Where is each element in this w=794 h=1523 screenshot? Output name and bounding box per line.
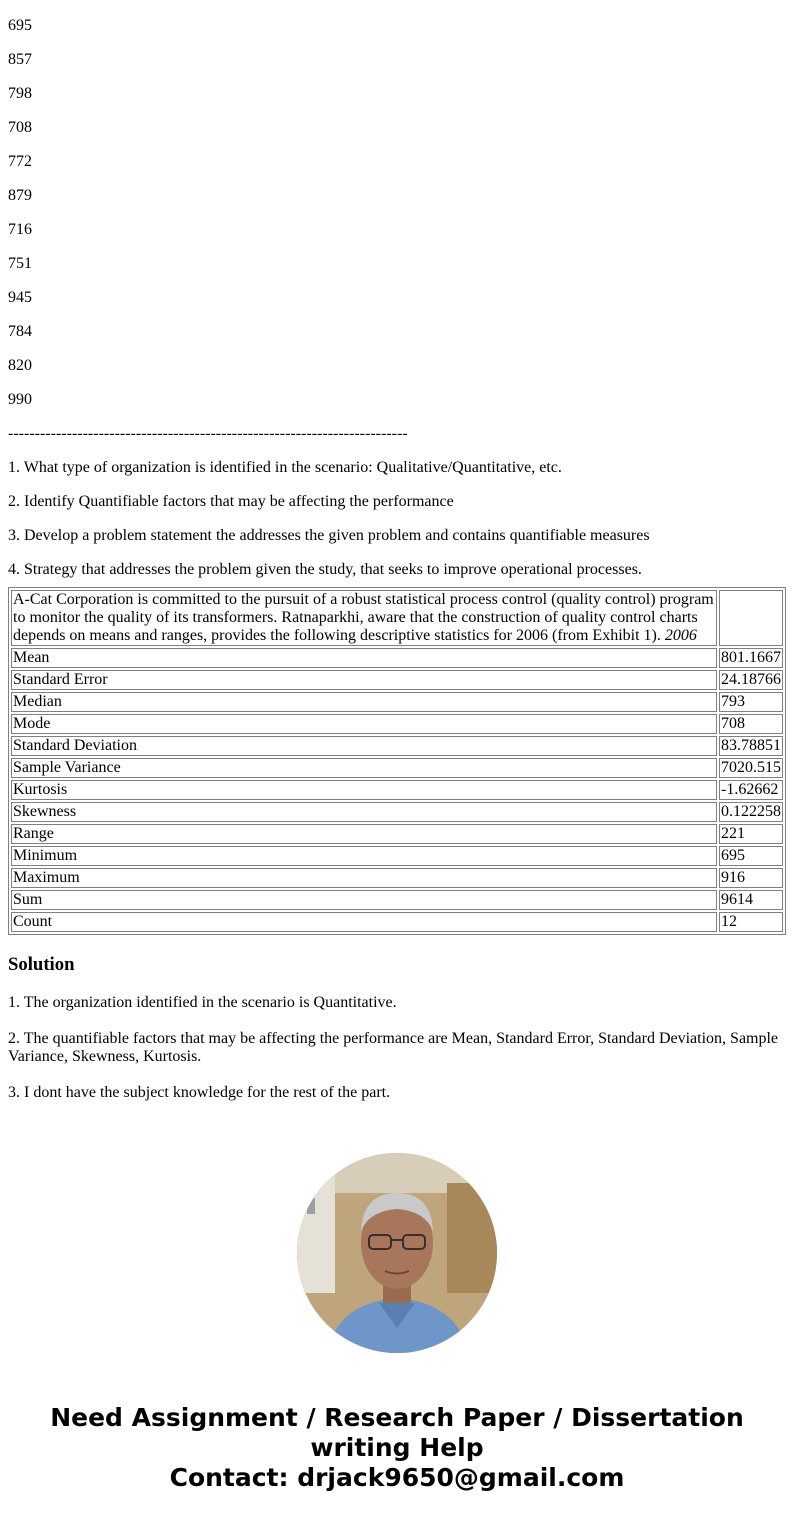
stat-label: Median — [11, 692, 717, 712]
stat-label: Kurtosis — [11, 780, 717, 800]
stat-value: 83.78851 — [721, 737, 781, 754]
number-list — [8, 0, 786, 408]
descriptive-stats-table — [8, 587, 786, 935]
question-1: 1. What type of organization is identified in the scenario: Qualitative/Quantitative, etc. — [8, 459, 562, 476]
author-portrait-image — [297, 1153, 497, 1353]
number-item: 772 — [8, 153, 32, 170]
stat-value: 9614 — [719, 890, 783, 910]
table-row — [11, 780, 783, 800]
footer-contact — [0, 1403, 794, 1493]
stat-value: 221 — [719, 824, 783, 844]
table-row — [11, 802, 783, 822]
table-row — [11, 736, 783, 756]
stat-value: 0.122258 — [721, 803, 781, 820]
table-intro-row — [11, 590, 783, 646]
stat-label: Minimum — [11, 846, 717, 866]
stat-value: 695 — [719, 846, 783, 866]
number-item: 716 — [8, 221, 32, 238]
stat-value: 708 — [719, 714, 783, 734]
number-item: 751 — [8, 255, 32, 272]
number-item: 695 — [8, 17, 32, 34]
table-row — [11, 758, 783, 778]
table-row — [11, 868, 783, 888]
stat-label: Standard Error — [11, 670, 717, 690]
table-row — [11, 692, 783, 712]
stat-value: 12 — [719, 912, 783, 932]
footer-contact-email: Contact: drjack9650@gmail.com — [169, 1463, 625, 1492]
stat-label: Maximum — [11, 868, 717, 888]
table-row — [11, 648, 783, 668]
stat-label: Skewness — [11, 802, 717, 822]
number-item: 708 — [8, 119, 32, 136]
question-4: 4. Strategy that addresses the problem given the study, that seeks to improve operational processes. — [8, 561, 642, 578]
table-row — [11, 846, 783, 866]
stat-value: 793 — [719, 692, 783, 712]
number-item: 879 — [8, 187, 32, 204]
table-row — [11, 670, 783, 690]
stat-label: Mode — [11, 714, 717, 734]
stat-label: Standard Deviation — [11, 736, 717, 756]
stat-label: Mean — [11, 648, 717, 668]
question-3: 3. Develop a problem statement the addresses the given problem and contains quantifiable measures — [8, 527, 650, 544]
stat-value: -1.62662 — [719, 780, 783, 800]
stat-value: 916 — [719, 868, 783, 888]
number-item: 798 — [8, 85, 32, 102]
number-item: 820 — [8, 357, 32, 374]
stat-label: Count — [11, 912, 717, 932]
number-item: 857 — [8, 51, 32, 68]
table-row — [11, 824, 783, 844]
footer-line-2: writing Help — [310, 1433, 484, 1462]
number-item: 784 — [8, 323, 32, 340]
solution-paragraph-3: 3. I dont have the subject knowledge for the rest of the part. — [8, 1084, 391, 1101]
stat-value: 24.18766 — [721, 671, 781, 688]
author-avatar — [297, 1153, 497, 1353]
table-intro-text: A-Cat Corporation is committed to the pursuit of a robust statistical process control (quality control) program to monitor the quality of its transformers. Ratnaparkhi, aware that the construction of quality control charts depends on means and ranges, provides the following descriptive statistics for 2006 (from Exhibit 1). — [13, 591, 714, 644]
question-2: 2. Identify Quantifiable factors that may be affecting the performance — [8, 493, 454, 510]
table-row — [11, 912, 783, 932]
table-intro-cell — [11, 590, 717, 646]
solution-paragraph-2: 2. The quantifiable factors that may be affecting the performance are Mean, Standard Error, Standard Deviation, Sample Variance, Skewness, Kurtosis. — [8, 1030, 779, 1065]
footer-line-1: Need Assignment / Research Paper / Dissertation — [50, 1403, 744, 1432]
stat-label: Range — [11, 824, 717, 844]
number-item: 990 — [8, 391, 32, 408]
table-year: 2006 — [664, 627, 697, 644]
solution-paragraph-1: 1. The organization identified in the scenario is Quantitative. — [8, 994, 397, 1011]
table-row — [11, 890, 783, 910]
number-item: 945 — [8, 289, 32, 306]
table-intro-empty-cell — [719, 590, 783, 646]
stat-label: Sample Variance — [11, 758, 717, 778]
solution-heading: Solution — [8, 954, 75, 975]
stat-label: Sum — [11, 890, 717, 910]
table-row — [11, 714, 783, 734]
divider-line: --------------------------------------------------------------------------- — [8, 425, 408, 442]
stat-value: 801.1667 — [721, 649, 781, 666]
stat-value: 7020.515 — [721, 759, 781, 776]
